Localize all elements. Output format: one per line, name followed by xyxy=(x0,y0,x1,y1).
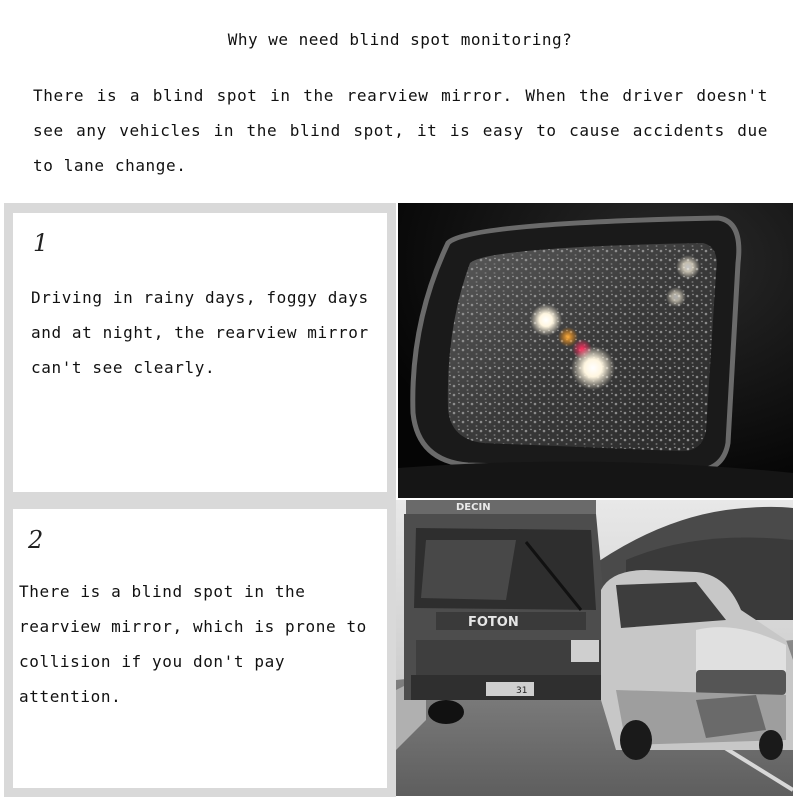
collision-photo xyxy=(396,500,793,796)
card-text: There is a blind spot in the rearview mirror, which is prone to collision if you don't pay attention. xyxy=(19,582,367,706)
rainy-mirror-photo xyxy=(398,203,793,498)
truck-brand: FOTON xyxy=(468,615,519,630)
reason-card-2 xyxy=(13,509,387,788)
page-title: Why we need blind spot monitoring? xyxy=(227,30,573,49)
card-number: 2 xyxy=(28,526,44,554)
reason-card-1 xyxy=(13,213,387,492)
truck-top-sign: DECIN xyxy=(456,502,491,513)
license-plate: 31 xyxy=(516,686,528,696)
card-text: Driving in rainy days, foggy days and at night, the rearview mirror can't see clearly. xyxy=(31,288,369,377)
card-number: 1 xyxy=(33,229,49,257)
intro-paragraph: There is a blind spot in the rearview mirror. When the driver doesn't see any vehicles in the blind spot, it is easy to cause accidents due to lane change. xyxy=(33,86,768,175)
